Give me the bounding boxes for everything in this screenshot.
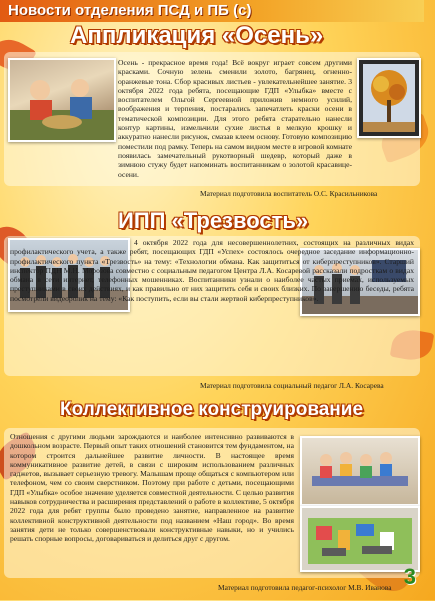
photo-lego-city [300, 506, 420, 572]
section2-signature: Материал подготовила социальный педагог Л.А. Косарева [200, 381, 384, 390]
section1-text: Осень - прекрасное время года! Всё вокруг играет совсем другими красками. Сочную зелень сменили золото, багрянец, огненно-оранжевые тона. Сбор красивых листьев - увлекательнейшее занятие. 3 октября 2022 года ребята, посещающие ГДП «Улыбка» вместе с воспитателем Ольгой Сергеевной приложив немного усилий, воображения и терпения, постарались запечатлеть краски осени в тематической композиции. Для этого ребята старательно нанесли контур картины, измельчили сухие листья в мелкую крошку и аккуратно нанесли рисунок, смазав клеем основу. Готовую композицию поместили под рамку. Теперь на самом видном месте в игровой комнате появилась замечательный рукотворный шедевр, который даже в зимнюю стужу будет напоминать воспитанникам о золотой красавице-осени. [118, 58, 352, 179]
section3-text: Отношения с другими людьми зарождаются и наиболее интенсивно развиваются в дошкольном возрасте. Первый опыт таких отношений становится тем фундаментом, на котором строится дальнейшее развитие личности. В настоящее время коммуникативное развитие детей, в связи с широким использованием различных гаджетов, вызывает серьезную тревогу. Малышам проще общаться с компьютером или телефоном, чем со своим сверстником. Поэтому при работе с детьми, посещающими ГДП «Улыбка» особое значение уделяется совместной деятельности. С целью развития навыков сотрудничества и расширения представлений о работе в коллективе, 5 октября 2022 года для ребят группы было проведено занятие, направленное на развитие коллективной конструктивной деятельности под названием «Наш город». Во время занятия дети не только совершенствовали конструктивные навыки, но и учились решать спорные вопросы, договариваться и делиться друг с другом. [10, 432, 294, 544]
section2-text: 4 октября 2022 года для несовершеннолетних, состоящих на различных видах профилактического учета, а также ребят, посещающих ГДП «Успех» состоялось очередное заседание информационно-профилактического пункта «Трезвость» на тему: «Технологии обмана. Как защититься от киберпреступников». Старший инспектор ПДН М.Н. Морозова совместно с социальным педагогом Центра Л.А. Косаревой рассказали подросткам о видах обмана в сети интернет, телефонных мошенниках. Воспитанники узнали о наиболее частых приемах, используемых преступниками в своих действиях, и как правильно от них защитить себя и своих близких. По завершению беседы, ребята посмотрели видеоролик на тему: «Как поступить, если вы стали жертвой киберпреступников». [10, 238, 414, 303]
section-title-autumn: Аппликация «Осень» [70, 22, 324, 49]
section3-signature: Материал подготовила педагог-психолог М.В. Иванова [218, 583, 392, 592]
page-number: 3 [403, 564, 416, 589]
section1-signature: Материал подготовила воспитатель О.С. Красильникова [200, 189, 378, 198]
photo-children-applique [8, 58, 116, 142]
section-title-construction: Коллективное конструирование [60, 399, 364, 420]
newsletter-header [0, 0, 424, 22]
section-title-sobriety: ИПП «Трезвость» [118, 208, 309, 233]
photo-autumn-tree-artwork [357, 58, 421, 138]
section1-text-continued [10, 140, 414, 180]
newsletter-title: Новости отделения ПСД и ПБ (с) [8, 2, 252, 19]
photo-kids-at-table [300, 436, 420, 506]
